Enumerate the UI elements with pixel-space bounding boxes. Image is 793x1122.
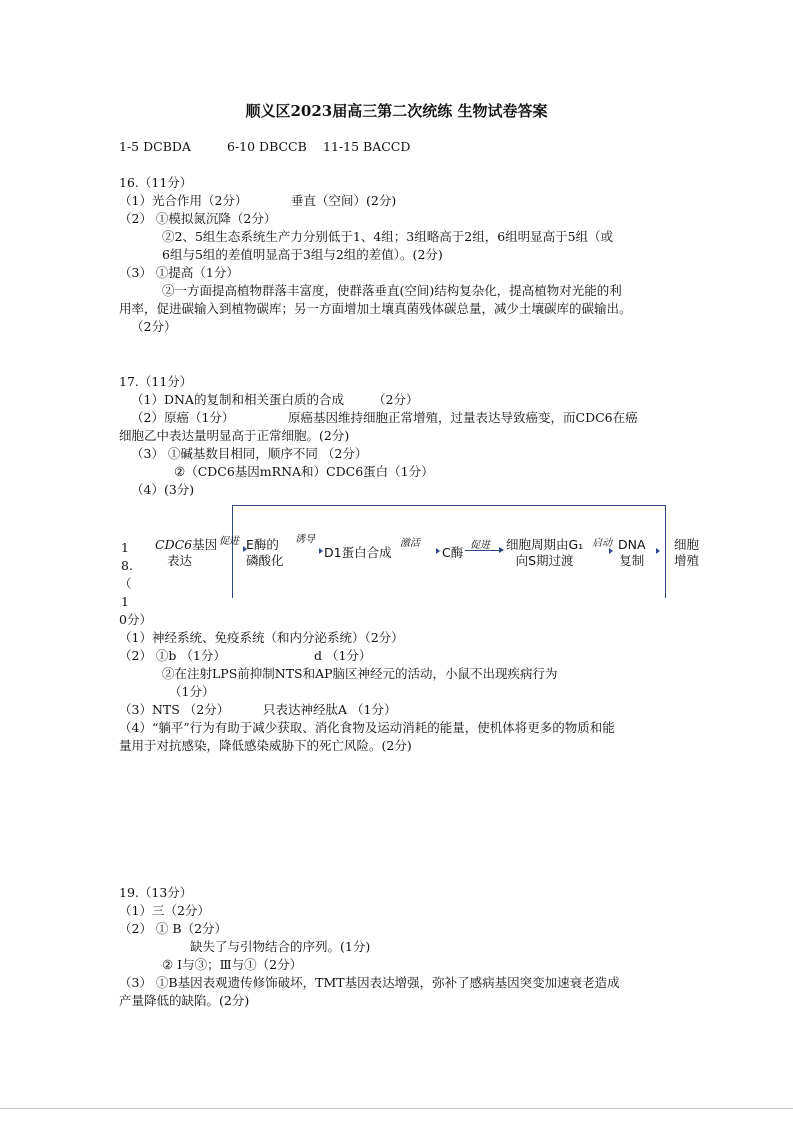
node-prolif-line2: 增殖 xyxy=(674,553,700,568)
node-prolif-line1: 细胞 xyxy=(674,537,700,552)
node-c-enzyme: C酶 xyxy=(442,545,464,560)
mc-group-1: 1-5 DCBDA xyxy=(119,139,191,154)
q19-line: （3） ①B基因表观遗传修饰破坏，TMT基因表达增强，弥补了感病基因突变加速衰老造成 xyxy=(119,975,620,990)
q17-line: （3） ①碱基数目相同，顺序不同 （2分） xyxy=(131,446,368,461)
node-d1-protein: D1蛋白合成 xyxy=(324,545,392,560)
q17-line: （2）原癌（1分） xyxy=(131,410,235,425)
q17-line: ②（CDC6基因mRNA和）CDC6蛋白（1分） xyxy=(174,464,434,479)
q16-line: （3） ①提高（1分） xyxy=(119,265,239,280)
q18-line: （2） ①b （1分） xyxy=(119,648,226,663)
q19-line: （2） ① B（2分） xyxy=(119,921,228,936)
q18-heading-fragment: 0分） xyxy=(119,612,152,627)
q17-line: （2分） xyxy=(373,392,419,407)
arrow-head-icon xyxy=(436,548,440,554)
q18-line: （3）NTS （2分） xyxy=(119,702,230,717)
mc-group-3: 11-15 BACCD xyxy=(323,139,411,154)
node-cdc6-expr-word: 表达 xyxy=(167,553,193,568)
arrow-label-promote-2: 促进 xyxy=(470,540,490,551)
q16-line: ②2、5组生态系统生产力分别低于1、4组；3组略高于2组，6组明显高于5组（或 xyxy=(162,229,614,244)
node-cdc6-gene-word: 基因 xyxy=(192,537,218,552)
node-e-enzyme-line2: 磷酸化 xyxy=(246,553,284,568)
node-cell-cycle-line1: 细胞周期由G₁ xyxy=(506,537,584,552)
q17-line: （4）(3分) xyxy=(131,482,195,497)
q19-line: ② Ⅰ与③；Ⅲ与①（2分） xyxy=(162,957,303,972)
q18-heading-fragment: （ xyxy=(119,576,132,591)
q16-heading: 16.（11分） xyxy=(119,175,193,190)
q17-heading: 17.（11分） xyxy=(119,374,193,389)
q19-line: 产量降低的缺陷。(2分) xyxy=(119,993,250,1008)
arrow-label-activate: 激活 xyxy=(400,538,420,549)
q18-line: （1分） xyxy=(169,684,215,699)
q16-line: （2） ①模拟氮沉降（2分） xyxy=(119,211,277,226)
arrow-label-start: 启动 xyxy=(592,538,612,549)
node-dna-replication xyxy=(618,537,646,569)
q18-line: d （1分） xyxy=(314,648,372,663)
node-e-enzyme xyxy=(246,537,284,569)
arrow-head-icon xyxy=(609,548,613,554)
arrow-line-icon xyxy=(465,550,503,551)
mc-group-2: 6-10 DBCCB xyxy=(227,139,307,154)
q16-line: 6组与5组的差值明显高于3组与2组的差值）。(2分) xyxy=(162,247,443,262)
q16-line: ②一方面提高植物群落丰富度，使群落垂直(空间)结构复杂化，提高植物对光能的利 xyxy=(162,283,622,298)
q18-line: （4）“躺平”行为有助于减少获取、消化食物及运动消耗的能量，使机体将更多的物质和能 xyxy=(119,720,615,735)
node-dna-line1: DNA xyxy=(618,537,646,552)
arrow-head-icon xyxy=(656,548,660,554)
node-cdc6-expression xyxy=(155,537,217,569)
arrow-label-induce: 诱导 xyxy=(295,534,315,545)
q17-line: 原癌基因维持细胞正常增殖，过量表达导致癌变，而CDC6在癌 xyxy=(288,410,638,425)
page-bottom-divider xyxy=(0,1108,793,1109)
node-dna-line2: 复制 xyxy=(619,553,645,568)
q16-line: 垂直（空间）(2分) xyxy=(291,193,397,208)
q19-line: （1）三（2分） xyxy=(119,903,210,918)
q18-line: 只表达神经肽A （1分） xyxy=(263,702,397,717)
node-cdc6-gene-name: CDC6 xyxy=(155,537,193,552)
q18-line: ②在注射LPS前抑制NTS和AP脑区神经元的活动，小鼠不出现疾病行为 xyxy=(162,666,558,681)
node-cell-proliferation xyxy=(674,537,699,569)
q17-line: （1）DNA的复制和相关蛋白质的合成 xyxy=(131,392,344,407)
node-cell-cycle-line2: 向S期过渡 xyxy=(515,553,574,568)
q16-line: （2分） xyxy=(131,319,177,334)
node-cell-cycle xyxy=(506,537,583,569)
q16-line: （1）光合作用（2分） xyxy=(119,193,248,208)
q19-heading: 19.（13分） xyxy=(119,885,193,900)
page-title: 顺义区2023届高三第二次统练 生物试卷答案 xyxy=(245,102,548,120)
q16-line: 用率，促进碳输入到植物碳库；另一方面增加土壤真菌残体碳总量，减少土壤碳库的碳输出。 xyxy=(119,301,632,316)
q17-line: 细胞乙中表达量明显高于正常细胞。(2分) xyxy=(119,428,350,443)
q18-line: 量用于对抗感染，降低感染威胁下的死亡风险。(2分) xyxy=(119,738,412,753)
q18-heading-fragment: 1 xyxy=(121,594,129,609)
node-e-enzyme-line1: E酶的 xyxy=(246,537,279,552)
arrow-head-icon xyxy=(319,548,323,554)
q18-line: （1）神经系统、免疫系统（和内分泌系统）（2分） xyxy=(119,630,404,645)
q18-heading-fragment: 1 xyxy=(121,540,129,555)
q18-heading-fragment: 8. xyxy=(121,558,133,573)
arrow-label-promote-1: 促进 xyxy=(219,536,239,547)
q19-line: 缺失了与引物结合的序列。(1分) xyxy=(190,939,371,954)
